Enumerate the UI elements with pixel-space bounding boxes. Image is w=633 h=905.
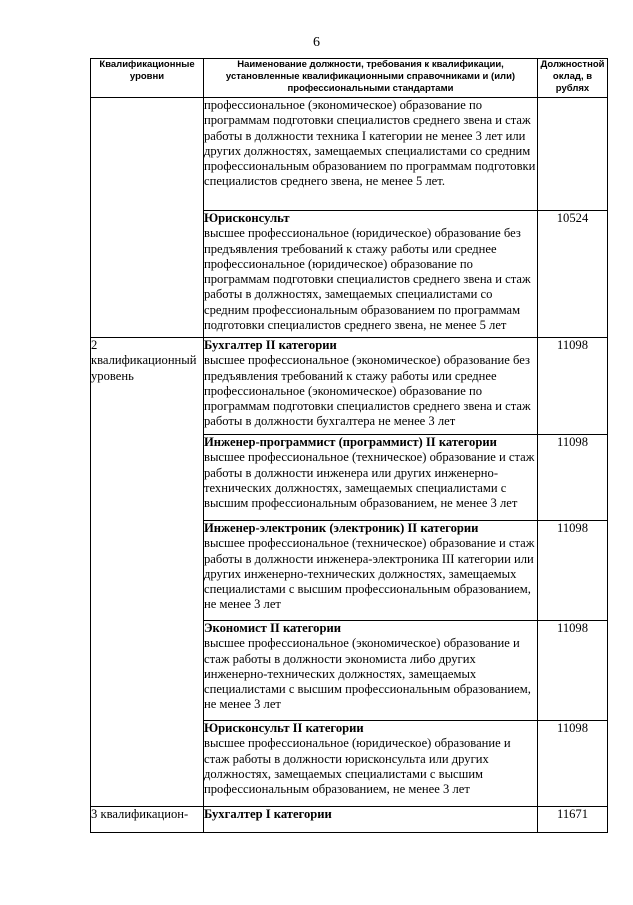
position-requirements: высшее профессиональное (юридическое) образование и стаж работы в должности юрисконсульта или других должностях, замещаемых специалистами с высшим профессиональным образованием, не менее 3 лет	[204, 736, 511, 797]
position-requirements: высшее профессиональное (техническое) образование и стаж работы в должности инженера-электроника III категории или других инженерно-технических должностях, замещаемых специалистами с высшим профессиональным образованием, не менее 3 лет	[204, 536, 535, 612]
salary-cell	[538, 98, 608, 211]
position-title: Бухгалтер I категории	[204, 807, 332, 821]
level-cell: 2 квалификационный уровень	[91, 338, 204, 807]
position-cell	[204, 807, 538, 833]
salary-cell: 11098	[538, 721, 608, 807]
salary-cell: 11098	[538, 521, 608, 621]
position-requirements: высшее профессиональное (экономическое) образование без предъявления требований к стажу работы или среднее профессиональное (экономическое) образование по программам подготовки специалистов среднего звена и стаж работы в должности бухгалтера не менее 3 лет	[204, 353, 531, 429]
position-requirements: профессиональное (экономическое) образование по программам подготовки специалистов среднего звена и стаж работы в должности техника I категории не менее 3 лет или других должностях, замещаемых специалистами со средним профессиональным образованием по программам подготовки специалистов среднего звена, не менее 5 лет.	[204, 98, 536, 189]
position-requirements: высшее профессиональное (техническое) образование и стаж работы в должности инженера или других инженерно-технических должностях, замещаемых специалистами с высшим профессиональным образованием, не менее 3 лет	[204, 450, 535, 511]
page-number: 6	[313, 35, 320, 50]
table-header-row	[91, 59, 608, 98]
position-title: Инженер-программист (программист) II категории	[204, 435, 497, 449]
level-cell	[91, 98, 204, 338]
position-cell	[204, 621, 538, 721]
position-title: Бухгалтер II категории	[204, 338, 337, 352]
qualification-table	[90, 58, 608, 833]
salary-cell: 11098	[538, 621, 608, 721]
salary-cell: 10524	[538, 211, 608, 338]
salary-cell: 11098	[538, 435, 608, 521]
position-cell	[204, 721, 538, 807]
position-cell	[204, 98, 538, 211]
table-row	[91, 98, 608, 211]
position-requirements: высшее профессиональное (юридическое) образование без предъявления требований к стажу работы или среднее профессиональное (юридическое) образование по программам подготовки специалистов среднего звена и стаж работы в должностях, замещаемых специалистами со средним профессиональным образованием по программам подготовки специалистов среднего звена, не менее 5 лет	[204, 226, 531, 333]
position-requirements: высшее профессиональное (экономическое) образование и стаж работы в должности экономиста либо других инженерно-технических должностях, замещаемых специалистами с высшим профессиональным образованием, не менее 3 лет	[204, 636, 531, 712]
position-title: Экономист II категории	[204, 621, 341, 635]
salary-cell: 11098	[538, 338, 608, 435]
table-row	[91, 807, 608, 833]
table-row	[91, 338, 608, 435]
header-position: Наименование должности, требования к квалификации, установленные квалификационными справочниками и (или) профессиональными стандартами	[204, 59, 538, 98]
salary-cell: 11671	[538, 807, 608, 833]
position-cell	[204, 211, 538, 338]
header-salary: Должностной оклад, в рублях	[538, 59, 608, 98]
position-title: Инженер-электроник (электроник) II категории	[204, 521, 479, 535]
header-level: Квалификационные уровни	[91, 59, 204, 98]
position-title: Юрисконсульт	[204, 211, 290, 225]
position-cell	[204, 435, 538, 521]
level-cell: 3 квалификацион-	[91, 807, 204, 833]
position-cell	[204, 521, 538, 621]
position-cell	[204, 338, 538, 435]
position-title: Юрисконсульт II категории	[204, 721, 364, 735]
